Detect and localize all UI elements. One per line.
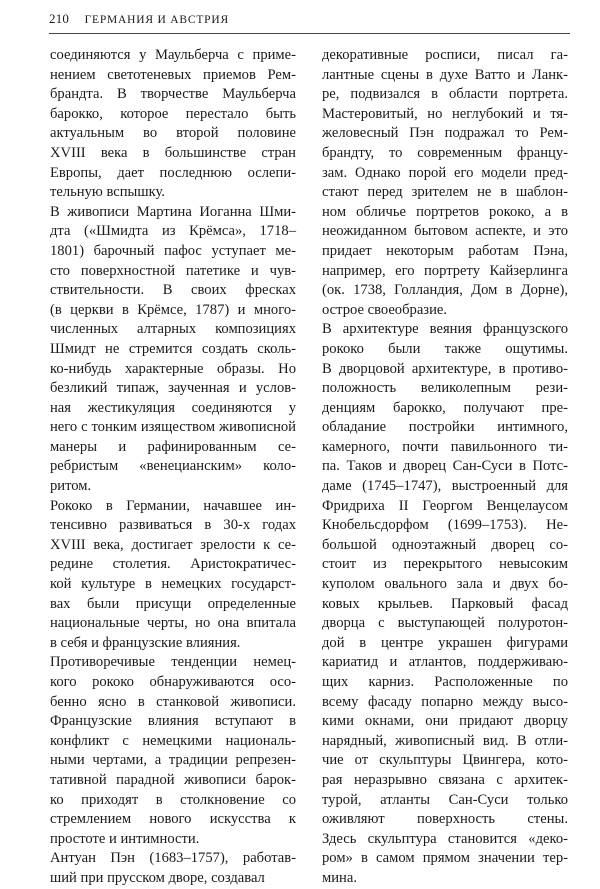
- text-line: Противоречивые тенденции немец-: [50, 654, 296, 671]
- text-line: XVIII века, достигает зрелости к се-: [50, 536, 296, 553]
- text-line: придает некоторым работам Пэна,: [322, 242, 568, 259]
- running-header: [49, 9, 569, 29]
- text-line: Мастеровитый, но неглубокий и тя-: [322, 105, 568, 122]
- text-line: щих карниз. Расположенные по: [322, 674, 568, 690]
- text-line: В дворцовой архитектуре, в противо-: [322, 360, 568, 377]
- text-line: кой культуре в немецких государст-: [50, 576, 296, 593]
- text-line: куполом овального зала и двух бо-: [322, 576, 568, 593]
- text-line: Антуан Пэн (1683–1757), работав-: [50, 850, 296, 867]
- text-line: рококо были также ощутимы.: [322, 340, 568, 357]
- header-rule: [49, 33, 570, 34]
- text-line: дворца с выступающей полуротон-: [322, 615, 568, 632]
- text-line: Здесь скульптура становится «деко-: [322, 830, 568, 847]
- text-line: зам. Однако порой его модели пред-: [322, 164, 568, 181]
- text-line: XVIII века в большинстве стран: [50, 144, 296, 161]
- text-line: ре, подвизался в области портрета.: [322, 86, 568, 103]
- text-line: стают перед зрителем не в шаблон-: [322, 184, 568, 201]
- text-line: безликий типаж, заученная и услов-: [50, 380, 296, 397]
- text-line: ритом.: [50, 478, 92, 495]
- text-line: тельную вспышку.: [50, 184, 165, 201]
- page-number: 210: [49, 11, 70, 26]
- text-line: соединяются у Маульберча с приме-: [50, 47, 296, 63]
- text-line: ковых крыльев. Парковый фасад: [322, 595, 568, 612]
- left-text-column: [50, 46, 296, 889]
- text-line: ными чертами, а традиции репрезен-: [50, 752, 296, 769]
- text-line: тенсивно развиваться в 30-х годах: [50, 517, 296, 534]
- text-line: ная жестикуляция соединяются у: [50, 399, 296, 416]
- text-line: вах были присущи определенные: [50, 595, 296, 612]
- text-line: тативной парадной живописи барок-: [50, 771, 296, 788]
- text-line: декоративные росписи, писал га-: [322, 47, 568, 63]
- text-line: ном обличье портретов рококо, а в: [322, 203, 568, 220]
- text-line: стремлением нового искусства к: [50, 811, 296, 828]
- text-line: большой одноэтажный дворец со-: [322, 536, 568, 553]
- text-line: 1801) барочный пафос уступает ме-: [50, 242, 296, 259]
- text-line: ром» в самом прямом значении тер-: [322, 850, 568, 867]
- text-line: манеры и рафинированным се-: [50, 438, 296, 455]
- text-line: простоте и интимности.: [50, 830, 200, 847]
- text-line: желовесный Пэн подражал то Рем-: [322, 125, 568, 142]
- text-line: кого рококо обнаруживаются осо-: [50, 674, 296, 690]
- text-line: брандта. В творчестве Маульберча: [50, 86, 296, 103]
- text-line: конфликт с немецкими националь-: [50, 732, 296, 749]
- text-line: например, его портрету Кайзерлинга: [322, 262, 568, 279]
- text-line: дой в центре украшен фигурами: [322, 634, 568, 651]
- text-line: камерного, почти павильонного ти-: [322, 438, 568, 455]
- text-line: ребристым «венецианским» коло-: [50, 458, 296, 475]
- text-line: мина.: [322, 869, 357, 886]
- text-line: кими окнами, они придают дворцу: [322, 713, 568, 730]
- text-line: Европы, дает последнюю ослепи-: [50, 164, 296, 181]
- text-line: неожиданном бытовом аспекте, и это: [322, 223, 568, 240]
- text-line: стоит из перекрытого невысоким: [322, 556, 568, 573]
- text-line: турой, атланты Сан-Суси только: [322, 791, 568, 808]
- text-line: дта («Шмидта из Крёмса», 1718–: [50, 223, 296, 240]
- text-line: обладание постройки интимного,: [322, 419, 568, 436]
- text-line: ко приходят в столкновение со: [50, 791, 296, 808]
- text-line: кариатид и атлантов, поддерживаю-: [322, 654, 568, 671]
- text-line: В живописи Мартина Иоганна Шми-: [50, 203, 296, 220]
- text-line: сто поверхностной патетике и чув-: [50, 262, 296, 279]
- text-line: численных алтарных композициях: [50, 321, 296, 338]
- text-line: нением светотеневых приемов Рем-: [50, 66, 296, 83]
- text-line: в себя и французские влияния.: [50, 634, 241, 651]
- text-line: чие от скульптуры Цвингера, кото-: [322, 752, 568, 769]
- text-line: актуальным во второй половине: [50, 125, 296, 142]
- text-line: всему фасаду попарно между высо-: [322, 693, 568, 710]
- text-line: него с тонким изяществом живописной: [50, 419, 296, 436]
- text-line: Рококо в Германии, начавшее ин-: [50, 497, 296, 514]
- text-line: оживляют поверхность стены.: [322, 811, 568, 828]
- text-line: денциям барокко, получают пре-: [322, 399, 568, 416]
- text-line: Кнобельсдорфом (1699–1753). Не-: [322, 517, 568, 534]
- text-line: ший при прусском дворе, создавал: [50, 869, 265, 886]
- text-line: бенно ясно в станковой живописи.: [50, 693, 296, 710]
- right-text-column: [322, 46, 568, 889]
- text-line: (в церкви в Крёмсе, 1787) и много-: [50, 301, 296, 318]
- text-line: лантные сцены в духе Ватто и Ланк-: [322, 66, 568, 83]
- section-title: ГЕРМАНИЯ И АВСТРИЯ: [84, 14, 229, 26]
- text-line: рая неразрывно связана с архитек-: [322, 771, 568, 788]
- text-line: положность великолепным рези-: [322, 380, 568, 397]
- text-line: па. Таков и дворец Сан-Суси в Потс-: [322, 458, 568, 475]
- text-line: барокко, которое перестало быть: [50, 105, 296, 122]
- text-line: (ок. 1738, Голландия, Дом в Дорне),: [322, 282, 568, 299]
- text-line: ствительности. В своих фресках: [50, 282, 296, 299]
- text-line: острое своеобразие.: [322, 301, 448, 318]
- text-line: брандту, то современным францу-: [322, 144, 568, 161]
- text-line: национальные черты, но она впитала: [50, 615, 296, 632]
- text-line: Французские влияния вступают в: [50, 713, 296, 730]
- text-line: В архитектуре веяния французского: [322, 321, 568, 338]
- text-line: нарядный, живописный вид. В отли-: [322, 732, 568, 749]
- text-line: Фридриха II Георгом Венцелаусом: [322, 497, 568, 514]
- text-line: редине столетия. Аристократичес-: [50, 556, 296, 573]
- text-line: даме (1745–1747), выстроенный для: [322, 478, 568, 495]
- text-line: Шмидт не стремится создать сколь-: [50, 340, 296, 357]
- text-line: ко-нибудь характерные образы. Но: [50, 360, 296, 377]
